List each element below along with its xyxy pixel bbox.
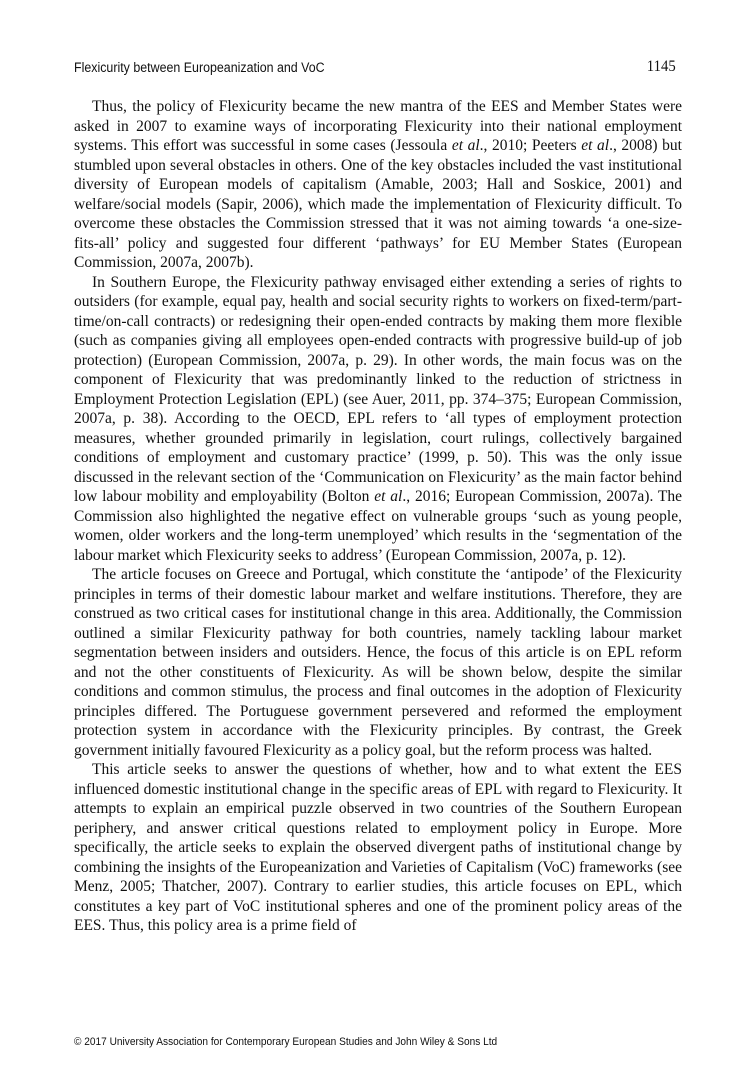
paragraph — [74, 565, 682, 760]
text-run: This article seeks to answer the questions of whether, how and to what extent the EES influenced domestic institutional change in the specific areas of EPL with regard to Flexicurity. It attempts to explain an empirical puzzle observed in two countries of the Southern European periphery, and answer critical questions related to employment policy in Europe. More specifically, the article seeks to explain the observed divergent paths of institutional change by combining the insights of the Europeanization and Varieties of Capitalism (VoC) frameworks (see Menz, 2005; Thatcher, 2007). Contrary to earlier studies, this article focuses on EPL, which constitutes a key part of VoC institutional spheres and one of the prominent policy areas of the EES. Thus, this policy area is a prime field of — [74, 761, 682, 934]
text-run: ., 2010; Peeters — [479, 137, 582, 154]
running-title: Flexicurity between Europeanization and VoC — [74, 60, 325, 75]
text-run: The article focuses on Greece and Portugal, which constitute the ‘antipode’ of the Flexicurity principles in terms of their domestic labour market and welfare institutions. Therefore, they are construed as two critical cases for institutional change in this area. Additionally, the Commission outlined a similar Flexicurity pathway for both countries, namely tackling labour market segmentation between insiders and outsiders. Hence, the focus of this article is on EPL reform and not the other constituents of Flexicurity. As will be shown below, despite the similar conditions and common stimulus, the process and final outcomes in the adoption of Flexicurity principles differed. The Portuguese government persevered and reformed the employment protection system in accordance with the Flexicurity principles. By contrast, the Greek government initially favoured Flexicurity as a policy goal, but the reform process was halted. — [74, 566, 682, 759]
paragraph — [74, 273, 682, 566]
italic-text: et al — [451, 137, 480, 154]
italic-text: et al — [581, 137, 610, 154]
text-run: In Southern Europe, the Flexicurity pathway envisaged either extending a series of rights to outsiders (for example, equal pay, health and social security rights to workers on fixed-term/part-time/on-call contracts) or redesigning their open-ended contracts by making them more flexible (such as companies giving all employees open-ended contracts with progressive build-up of job protection) (European Commission, 2007a, p. 29). In other words, the main focus was on the component of Flexicurity that was predominantly linked to the reduction of strictness in Employment Protection Legislation (EPL) (see Auer, 2011, pp. 374–375; European Commission, 2007a, p. 38). According to the OECD, EPL refers to ‘all types of employment protection measures, whether grounded primarily in legislation, court rulings, collectively bargained conditions of employment and customary practice’ (1999, p. 50). This was the only issue discussed in the relevant section of the ‘Communication on Flexicurity’ as the main factor behind low labour mobility and employability (Bolton — [74, 273, 682, 505]
text-run: ., 2016; European Commission, 2007a). The Commission also highlighted the negative effect on vulnerable groups ‘such as young people, women, older workers and the long-term unemployed’ which results in the ‘segmentation of the labour market which Flexicurity seeks to address’ (European Commission, 2007a, p. 12). — [74, 488, 682, 564]
body-text — [74, 97, 682, 936]
page-number: 1145 — [646, 58, 676, 75]
italic-text: et al — [374, 488, 403, 505]
paragraph — [74, 97, 682, 273]
copyright-footer: © 2017 University Association for Contemporary European Studies and John Wiley & Sons Ltd — [74, 1036, 498, 1048]
page-header — [74, 58, 676, 82]
text-run: ., 2008) but stumbled upon several obstacles in others. One of the key obstacles included the vast institutional diversity of European models of capitalism (Amable, 2003; Hall and Soskice, 2001) and welfare/social models (Sapir, 2006), which made the implementation of Flexicurity difficult. To overcome these obstacles the Commission stressed that it was not aiming towards ‘a one-size-fits-all’ policy and suggested four different ‘pathways’ for EU Member States (European Commission, 2007a, 2007b). — [74, 137, 682, 271]
text-run: Thus, the policy of Flexicurity became the new mantra of the EES and Member States were asked in 2007 to examine ways of incorporating Flexicurity into their national employment systems. This effort was successful in some cases (Jessoula — [74, 98, 682, 154]
paragraph — [74, 760, 682, 936]
